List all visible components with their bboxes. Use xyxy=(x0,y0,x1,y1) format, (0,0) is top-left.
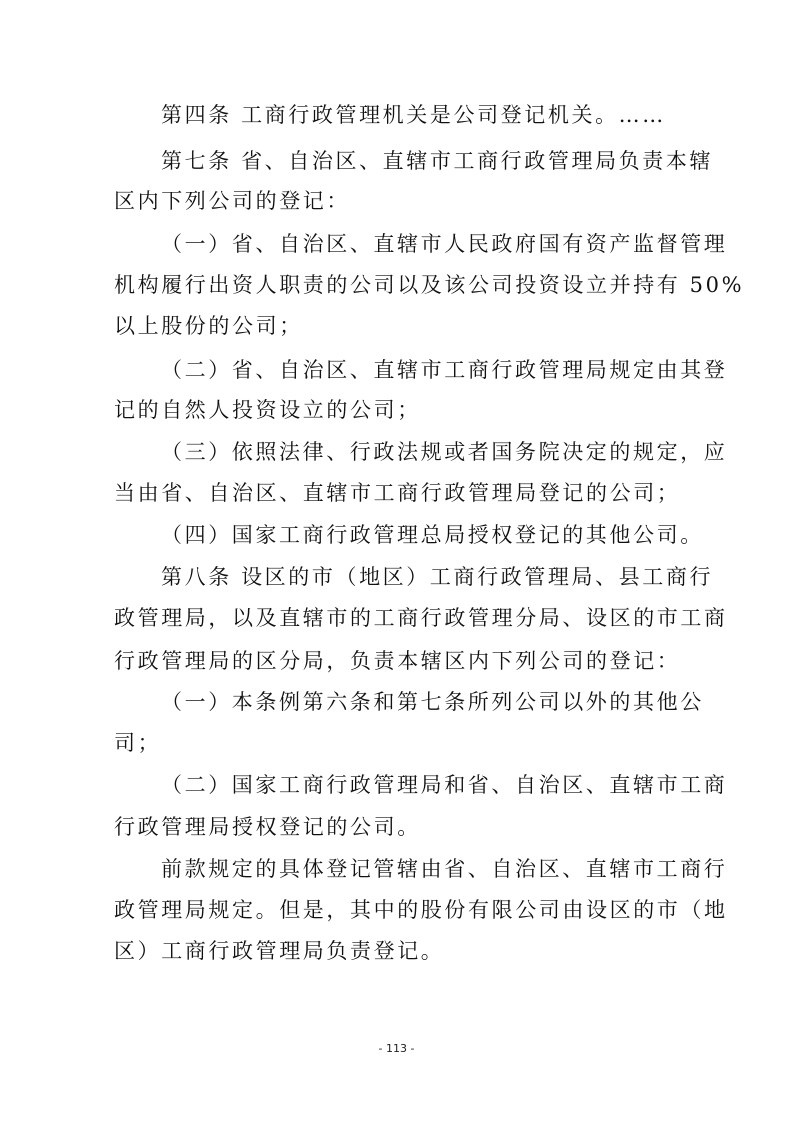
page-number: - 113 - xyxy=(378,1042,415,1055)
text-line: 政管理局，以及直辖市的工商行政管理分局、设区的市工商 xyxy=(114,606,728,630)
text-line: （四）国家工商行政管理总局授权登记的其他公司。 xyxy=(161,523,704,547)
text-line: 区）工商行政管理局负责登记。 xyxy=(114,939,445,963)
text-line: 政管理局规定。但是，其中的股份有限公司由设区的市（地 xyxy=(114,898,728,922)
text-line: （二）省、自治区、直辖市工商行政管理局规定由其登 xyxy=(161,358,728,382)
text-line: 行政管理局的区分局，负责本辖区内下列公司的登记： xyxy=(114,649,681,673)
text-line: 第八条 设区的市（地区）工商行政管理局、县工商行 xyxy=(161,565,714,589)
text-line: 机构履行出资人职责的公司以及该公司投资设立并持有 50% xyxy=(114,273,745,297)
text-line: 行政管理局授权登记的公司。 xyxy=(114,815,421,839)
text-line: 记的自然人投资设立的公司； xyxy=(114,398,421,422)
text-line: （一）省、自治区、直辖市人民政府国有资产监督管理 xyxy=(161,232,728,256)
text-line: 前款规定的具体登记管辖由省、自治区、直辖市工商行 xyxy=(161,857,728,881)
text-line: 司； xyxy=(114,731,162,755)
text-line: 当由省、自治区、直辖市工商行政管理局登记的公司； xyxy=(114,481,681,505)
text-line: 区内下列公司的登记： xyxy=(114,189,350,213)
text-line: 以上股份的公司； xyxy=(114,314,303,338)
text-line: （二）国家工商行政管理局和省、自治区、直辖市工商 xyxy=(161,773,728,797)
text-line: 第四条 工商行政管理机关是公司登记机关。…… xyxy=(161,103,666,127)
text-line: （三）依照法律、行政法规或者国务院决定的规定，应 xyxy=(161,440,728,464)
text-line: 第七条 省、自治区、直辖市工商行政管理局负责本辖 xyxy=(161,149,714,173)
text-line: （一）本条例第六条和第七条所列公司以外的其他公 xyxy=(161,690,704,714)
